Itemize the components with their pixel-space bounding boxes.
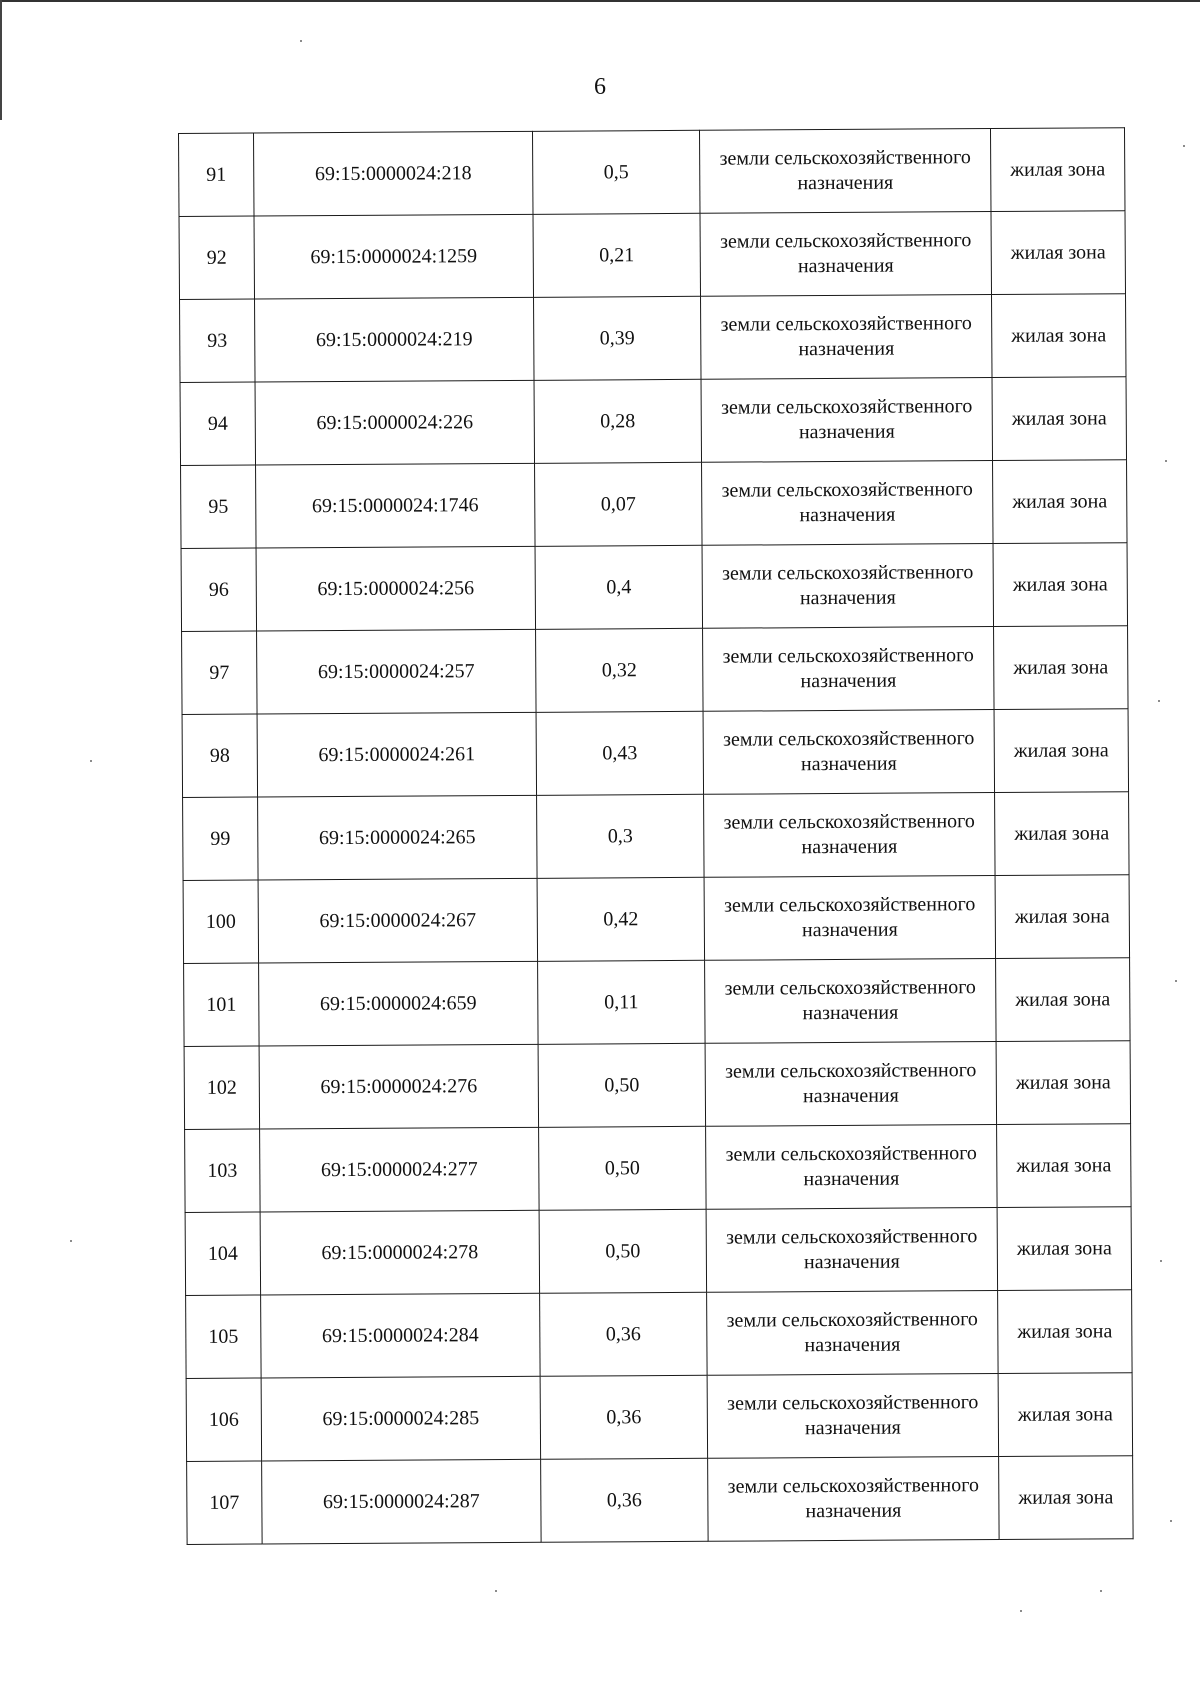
- zone-cell: жилая зона: [993, 543, 1128, 627]
- land-category-cell: земли сельскохозяйственного назначения: [708, 1457, 1000, 1542]
- row-number-cell: 97: [182, 631, 258, 714]
- cadastral-number-cell: 69:15:0000024:285: [261, 1376, 541, 1461]
- area-cell: 0,43: [536, 711, 704, 795]
- table-row: [180, 294, 1126, 383]
- scan-border-left: [0, 0, 2, 120]
- cadastral-number-cell: 69:15:0000024:219: [255, 297, 535, 382]
- area-cell: 0,07: [535, 462, 703, 546]
- land-category-cell: земли сельскохозяйственного назначения: [707, 1291, 999, 1376]
- table-row: [181, 543, 1127, 632]
- table-row: [186, 1373, 1132, 1462]
- row-number-cell: 102: [184, 1046, 260, 1129]
- cadastral-number-cell: 69:15:0000024:278: [260, 1210, 540, 1295]
- area-cell: 0,5: [532, 130, 700, 214]
- land-category-cell: земли сельскохозяйственного назначения: [699, 129, 991, 214]
- cadastral-number-cell: 69:15:0000024:256: [256, 546, 536, 631]
- area-cell: 0,36: [541, 1458, 709, 1542]
- row-number-cell: 103: [185, 1129, 261, 1212]
- area-cell: 0,32: [536, 628, 704, 712]
- area-cell: 0,50: [538, 1043, 706, 1127]
- zone-cell: жилая зона: [997, 1124, 1132, 1208]
- table-row: [184, 958, 1130, 1047]
- table-row: [182, 626, 1128, 715]
- cadastral-number-cell: 69:15:0000024:1746: [256, 463, 536, 548]
- row-number-cell: 93: [180, 299, 256, 382]
- zone-cell: жилая зона: [995, 792, 1130, 876]
- land-category-cell: земли сельскохозяйственного назначения: [703, 627, 995, 712]
- area-cell: 0,42: [537, 877, 705, 961]
- cadastral-number-cell: 69:15:0000024:267: [258, 878, 538, 963]
- row-number-cell: 100: [183, 880, 259, 963]
- row-number-cell: 99: [183, 797, 259, 880]
- land-category-cell: земли сельскохозяйственного назначения: [707, 1374, 999, 1459]
- land-category-cell: земли сельскохозяйственного назначения: [702, 544, 994, 629]
- land-plots-table: [178, 127, 1134, 1545]
- scan-speck: [70, 1240, 72, 1242]
- row-number-cell: 96: [181, 548, 257, 631]
- page-number: 6: [594, 74, 606, 100]
- zone-cell: жилая зона: [995, 875, 1130, 959]
- area-cell: 0,39: [534, 296, 702, 380]
- table-row: [179, 128, 1125, 217]
- scan-speck: [300, 40, 302, 42]
- table-row: [186, 1290, 1132, 1379]
- row-number-cell: 106: [186, 1378, 262, 1461]
- scan-speck: [495, 1590, 497, 1592]
- land-category-cell: земли сельскохозяйственного назначения: [702, 461, 994, 546]
- table-row: [185, 1207, 1131, 1296]
- area-cell: 0,28: [534, 379, 702, 463]
- cadastral-number-cell: 69:15:0000024:218: [254, 131, 534, 216]
- cadastral-number-cell: 69:15:0000024:257: [257, 629, 537, 714]
- table-row: [185, 1124, 1131, 1213]
- area-cell: 0,4: [535, 545, 703, 629]
- cadastral-number-cell: 69:15:0000024:1259: [254, 214, 534, 299]
- cadastral-number-cell: 69:15:0000024:277: [260, 1127, 540, 1212]
- table-row: [187, 1456, 1133, 1545]
- cadastral-number-cell: 69:15:0000024:287: [262, 1459, 542, 1544]
- scan-speck: [1183, 145, 1185, 147]
- row-number-cell: 101: [184, 963, 260, 1046]
- row-number-cell: 95: [181, 465, 257, 548]
- scan-speck: [1160, 1260, 1162, 1262]
- row-number-cell: 91: [179, 133, 255, 216]
- area-cell: 0,36: [540, 1292, 708, 1376]
- scan-speck: [1158, 700, 1160, 702]
- land-category-cell: земли сельскохозяйственного назначения: [703, 710, 995, 795]
- row-number-cell: 105: [186, 1295, 262, 1378]
- row-number-cell: 107: [187, 1461, 263, 1544]
- scan-speck: [1100, 1590, 1102, 1592]
- scan-speck: [1020, 1610, 1022, 1612]
- area-cell: 0,11: [538, 960, 706, 1044]
- zone-cell: жилая зона: [994, 709, 1129, 793]
- zone-cell: жилая зона: [997, 1207, 1132, 1291]
- zone-cell: жилая зона: [996, 958, 1131, 1042]
- zone-cell: жилая зона: [990, 128, 1125, 212]
- cadastral-number-cell: 69:15:0000024:261: [257, 712, 537, 797]
- area-cell: 0,21: [533, 213, 701, 297]
- land-category-cell: земли сельскохозяйственного назначения: [701, 378, 993, 463]
- land-category-cell: земли сельскохозяйственного назначения: [700, 212, 992, 297]
- scan-speck: [1165, 460, 1167, 462]
- zone-cell: жилая зона: [992, 377, 1127, 461]
- area-cell: 0,3: [537, 794, 705, 878]
- land-category-cell: земли сельскохозяйственного назначения: [705, 959, 997, 1044]
- cadastral-number-cell: 69:15:0000024:276: [259, 1044, 539, 1129]
- land-category-cell: земли сельскохозяйственного назначения: [706, 1125, 998, 1210]
- cadastral-number-cell: 69:15:0000024:265: [258, 795, 538, 880]
- area-cell: 0,50: [539, 1209, 707, 1293]
- zone-cell: жилая зона: [999, 1456, 1134, 1540]
- scan-speck: [90, 760, 92, 762]
- table-row: [181, 460, 1127, 549]
- table-row: [179, 211, 1125, 300]
- cadastral-number-cell: 69:15:0000024:284: [261, 1293, 541, 1378]
- zone-cell: жилая зона: [993, 460, 1128, 544]
- land-category-cell: земли сельскохозяйственного назначения: [704, 876, 996, 961]
- table-body: [179, 128, 1134, 1545]
- table-row: [184, 1041, 1130, 1130]
- zone-cell: жилая зона: [992, 294, 1127, 378]
- cadastral-number-cell: 69:15:0000024:659: [259, 961, 539, 1046]
- scan-speck: [1175, 980, 1177, 982]
- table-row: [180, 377, 1126, 466]
- row-number-cell: 98: [182, 714, 258, 797]
- land-category-cell: земли сельскохозяйственного назначения: [704, 793, 996, 878]
- table-row: [183, 792, 1129, 881]
- zone-cell: жилая зона: [994, 626, 1129, 710]
- table-row: [182, 709, 1128, 798]
- zone-cell: жилая зона: [996, 1041, 1131, 1125]
- scan-speck: [1170, 1520, 1172, 1522]
- zone-cell: жилая зона: [998, 1290, 1133, 1374]
- zone-cell: жилая зона: [998, 1373, 1133, 1457]
- row-number-cell: 104: [185, 1212, 261, 1295]
- row-number-cell: 92: [179, 216, 255, 299]
- cadastral-number-cell: 69:15:0000024:226: [255, 380, 535, 465]
- scan-border-top: [0, 0, 1200, 2]
- area-cell: 0,36: [540, 1375, 708, 1459]
- land-category-cell: земли сельскохозяйственного назначения: [705, 1042, 997, 1127]
- area-cell: 0,50: [539, 1126, 707, 1210]
- land-category-cell: земли сельскохозяйственного назначения: [701, 295, 993, 380]
- table-row: [183, 875, 1129, 964]
- row-number-cell: 94: [180, 382, 256, 465]
- land-category-cell: земли сельскохозяйственного назначения: [706, 1208, 998, 1293]
- zone-cell: жилая зона: [991, 211, 1126, 295]
